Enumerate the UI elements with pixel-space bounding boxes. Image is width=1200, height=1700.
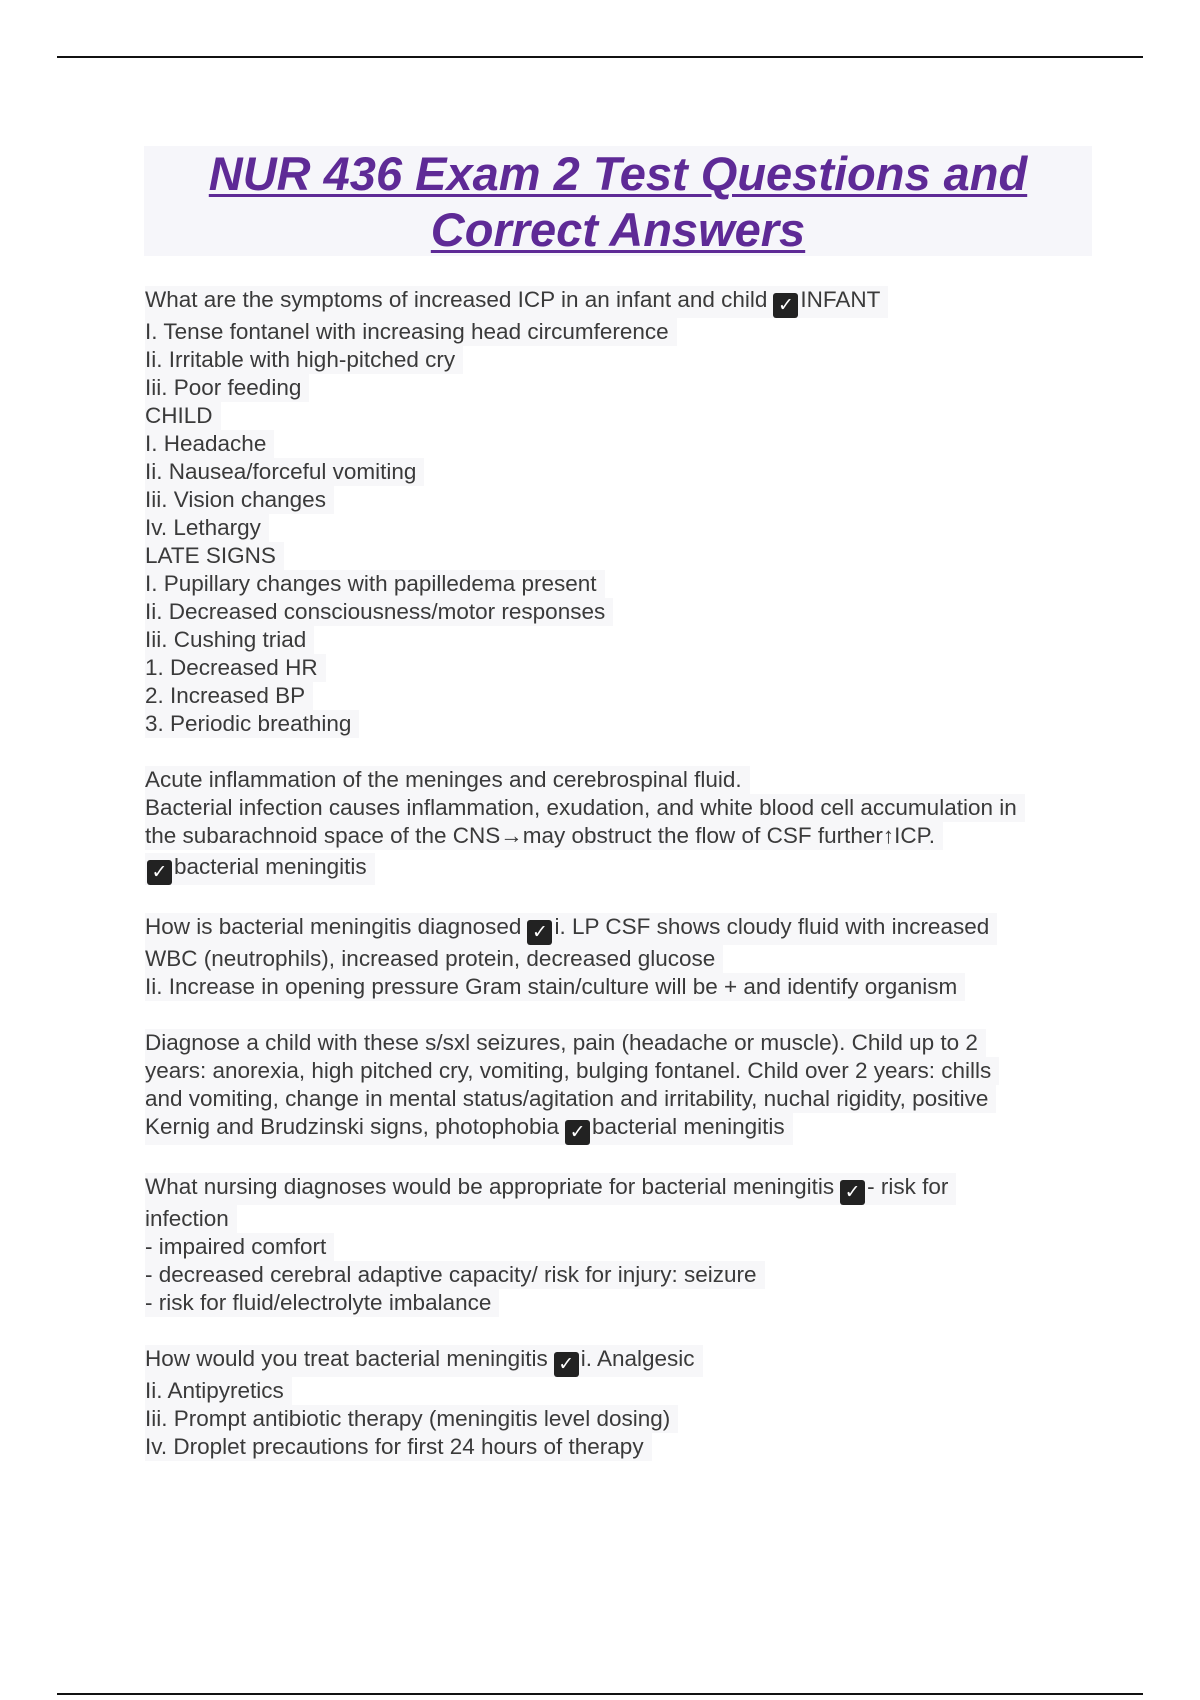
- check-box-icon: ✓: [840, 1180, 865, 1205]
- answer-line: Ii. Decreased consciousness/motor responses: [145, 598, 613, 626]
- answer-line: - risk for fluid/electrolyte imbalance: [145, 1289, 499, 1317]
- page-title-line-1: NUR 436 Exam 2 Test Questions and: [208, 147, 1028, 200]
- qa-line: [145, 1173, 956, 1205]
- qa-line: [145, 1345, 703, 1377]
- answer-line: Ii. Antipyretics: [145, 1377, 292, 1405]
- answer-line: Iv. Droplet precautions for first 24 hours of therapy: [145, 1433, 652, 1461]
- answer-text: bacterial meningitis: [174, 854, 367, 879]
- page-title-line-2: Correct Answers: [430, 203, 806, 256]
- answer-line: 1. Decreased HR: [145, 654, 326, 682]
- answer-line: LATE SIGNS: [145, 542, 284, 570]
- qa-line: [145, 286, 888, 318]
- qa-content: [145, 286, 1090, 1489]
- answer-text: - risk for: [867, 1174, 949, 1199]
- qa-block-icp: [145, 286, 1090, 738]
- top-rule: [57, 56, 1143, 58]
- answer-line: WBC (neutrophils), increased protein, decreased glucose: [145, 945, 723, 973]
- answer-line: Iv. Lethargy: [145, 514, 269, 542]
- answer-line: Iii. Cushing triad: [145, 626, 314, 654]
- question-text: Kernig and Brudzinski signs, photophobia: [145, 1114, 560, 1139]
- question-line: years: anorexia, high pitched cry, vomiting, bulging fontanel. Child over 2 years: chills: [145, 1057, 999, 1085]
- answer-line: Ii. Increase in opening pressure Gram stain/culture will be + and identify organism: [145, 973, 965, 1001]
- answer-line: Ii. Irritable with high-pitched cry: [145, 346, 463, 374]
- qa-line: [145, 853, 375, 885]
- question-text: What are the symptoms of increased ICP in an infant and child: [145, 287, 768, 312]
- question-line: the subarachnoid space of the CNS→may obstruct the flow of CSF further↑ICP.: [145, 822, 943, 850]
- answer-text: INFANT: [800, 287, 881, 312]
- answer-line: - impaired comfort: [145, 1233, 334, 1261]
- qa-block-definition: [145, 766, 1090, 885]
- question-text: How is bacterial meningitis diagnosed: [145, 914, 522, 939]
- answer-text: i. Analgesic: [580, 1346, 695, 1371]
- answer-line: Iii. Poor feeding: [145, 374, 309, 402]
- answer-line: - decreased cerebral adaptive capacity/ risk for injury: seizure: [145, 1261, 765, 1289]
- answer-line: 3. Periodic breathing: [145, 710, 359, 738]
- qa-block-nursing-diagnoses: [145, 1173, 1090, 1317]
- check-box-icon: ✓: [147, 860, 172, 885]
- qa-line: [145, 913, 997, 945]
- qa-block-signs: [145, 1029, 1090, 1145]
- title-box: [144, 146, 1092, 256]
- check-box-icon: ✓: [773, 293, 798, 318]
- answer-line: Iii. Prompt antibiotic therapy (meningitis level dosing): [145, 1405, 678, 1433]
- answer-line: infection: [145, 1205, 237, 1233]
- check-box-icon: ✓: [565, 1120, 590, 1145]
- question-text: What nursing diagnoses would be appropriate for bacterial meningitis: [145, 1174, 835, 1199]
- answer-line: I. Tense fontanel with increasing head circumference: [145, 318, 677, 346]
- answer-line: Iii. Vision changes: [145, 486, 334, 514]
- answer-line: Ii. Nausea/forceful vomiting: [145, 458, 424, 486]
- question-line: Bacterial infection causes inflammation, exudation, and white blood cell accumulation in: [145, 794, 1025, 822]
- answer-line: I. Pupillary changes with papilledema present: [145, 570, 605, 598]
- question-line: Acute inflammation of the meninges and cerebrospinal fluid.: [145, 766, 750, 794]
- qa-block-treatment: [145, 1345, 1090, 1461]
- question-text: How would you treat bacterial meningitis: [145, 1346, 548, 1371]
- check-box-icon: ✓: [527, 920, 552, 945]
- answer-line: 2. Increased BP: [145, 682, 313, 710]
- answer-line: CHILD: [145, 402, 221, 430]
- question-line: and vomiting, change in mental status/agitation and irritability, nuchal rigidity, positive: [145, 1085, 996, 1113]
- bottom-rule: [57, 1693, 1143, 1695]
- qa-block-diagnosis: [145, 913, 1090, 1001]
- check-box-icon: ✓: [554, 1352, 579, 1377]
- qa-line: [145, 1113, 793, 1145]
- answer-line: I. Headache: [145, 430, 274, 458]
- answer-text: i. LP CSF shows cloudy fluid with increased: [554, 914, 990, 939]
- question-line: Diagnose a child with these s/sxl seizures, pain (headache or muscle). Child up to 2: [145, 1029, 986, 1057]
- answer-text: bacterial meningitis: [592, 1114, 785, 1139]
